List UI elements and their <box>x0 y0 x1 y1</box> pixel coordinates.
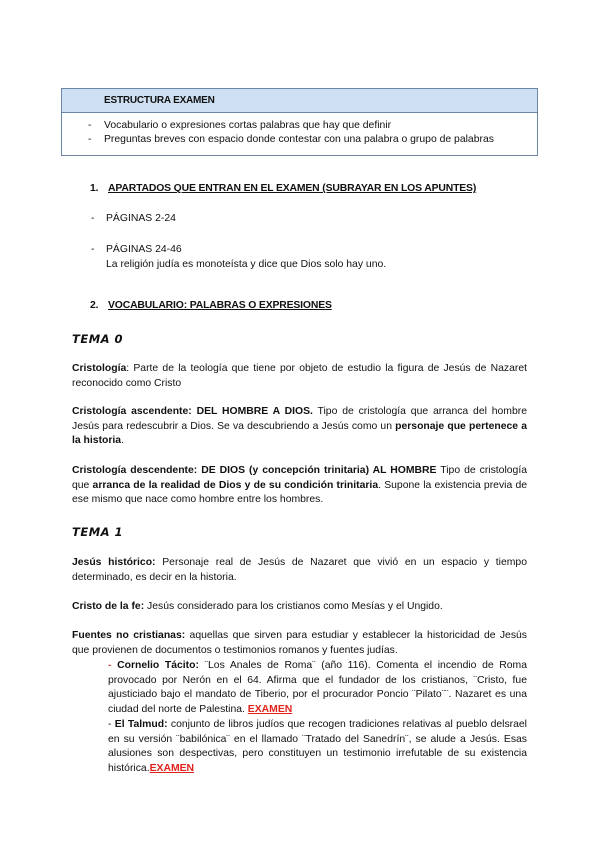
definition-text: : Parte de la teología que tiene por objeto de estudio la figura de Jesús de Nazaret reconocido como Cristo <box>72 363 527 389</box>
term: Cornelio Tácito: <box>111 660 199 671</box>
section-title: VOCABULARIO: PALABRAS O EXPRESIONES <box>108 300 332 311</box>
term: Cristología ascendente: DEL HOMBRE A DIOS. <box>72 406 313 417</box>
exam-structure-title: ESTRUCTURA EXAMEN <box>62 89 537 113</box>
exam-tag: EXAMEN <box>247 703 293 715</box>
bullet-dash: - <box>88 120 92 131</box>
term: Cristo de la fe: <box>72 601 145 612</box>
emphasis-text: arranca de la realidad de Dios y de su condición trinitaria <box>92 479 379 491</box>
pages-item: - PÁGINAS 2-24 <box>91 213 176 224</box>
exam-structure-box <box>61 88 538 156</box>
definition-cristologia <box>72 362 527 391</box>
section-2-heading <box>90 300 332 311</box>
definition-cristologia-ascendente <box>72 405 527 449</box>
exam-structure-item <box>88 133 537 147</box>
term: Cristología descendente: DE DIOS (y concepción trinitaria) AL HOMBRE <box>72 465 437 476</box>
pages-item-text: PÁGINAS 24-46 <box>106 244 182 255</box>
tema-0-heading: TEMA 0 <box>72 332 124 346</box>
definition-text: conjunto de libros judíos que recogen tradiciones relativas al pueblo delsrael en su versión ¨babilónica¨ en el llamado ¨Tratado del Sanedrín¨, se alude a Jesús. Esas alusiones son despectivas, pero constituyen un testimonio irrefutable de su existencia histórica. <box>108 719 527 774</box>
exam-structure-list <box>62 113 537 146</box>
definition-text: Jesús considerado para los cristianos como Mesías y el Ungido. <box>144 601 443 612</box>
definition-jesus-historico <box>72 556 527 585</box>
definition-text: Tipo de cristología que <box>72 465 527 491</box>
definition-text: Personaje real de Jesús de Nazaret que vivió en un espacio y tiempo determinado, es decir en la historia. <box>72 557 527 583</box>
term: Cristología <box>72 363 127 374</box>
emphasis-text: personaje que pertenece a la historia <box>72 420 528 447</box>
bullet-dash: - <box>108 719 112 730</box>
section-1-note: La religión judía es monoteísta y dice que Dios solo hay uno. <box>106 259 387 270</box>
section-1-heading <box>90 183 476 194</box>
pages-item-text: PÁGINAS 2-24 <box>106 213 176 224</box>
term: Jesús histórico: <box>72 557 156 568</box>
definition-text: aquellas que sirven para estudiar y establecer la historicidad de Jesús que provienen de documentos o testimonios romanos y fuentes judías. <box>72 630 527 656</box>
definition-text: ¨Los Anales de Roma¨ (año 116). Comenta el incendio de Roma provocado por Nerón en el 64. Afirma que el fundador de los cristianos, ¨Cristo, fue ajusticiado bajo el mandato de Tiberio, por el procurador Poncio ¨Pilato¨¨. Nazaret es una ciudad del norte de Palestina. <box>108 660 527 715</box>
bullet-dash: - <box>108 660 112 671</box>
definition-fuentes-no-cristianas <box>72 629 527 658</box>
exam-structure-item <box>88 119 537 133</box>
exam-tag: EXAMEN <box>149 762 195 774</box>
section-number: 1. <box>90 183 99 194</box>
bullet-dash: - <box>88 133 92 145</box>
term: El Talmud: <box>111 719 168 730</box>
section-number: 2. <box>90 300 99 311</box>
term: Fuentes no cristianas: <box>72 630 186 641</box>
pages-item: - PÁGINAS 24-46 <box>91 244 182 255</box>
source-cornelio-tacito <box>108 659 527 717</box>
source-el-talmud <box>108 718 527 776</box>
section-title: APARTADOS QUE ENTRAN EN EL EXAMEN (SUBRAYAR EN LOS APUNTES) <box>108 183 477 194</box>
definition-cristo-fe <box>72 600 527 615</box>
definition-cristologia-descendente <box>72 464 527 508</box>
definition-text: Tipo de cristología que arranca del hombre Jesús para redescubrir a Dios. Se va descubriendo a Jesús como un <box>72 406 527 432</box>
definition-text: . <box>121 435 124 447</box>
exam-structure-item-text: Vocabulario o expresiones cortas palabras que hay que definir <box>104 120 392 131</box>
tema-1-heading: TEMA 1 <box>72 525 124 539</box>
exam-structure-item-text: Preguntas breves con espacio donde contestar con una palabra o grupo de palabras <box>104 133 494 145</box>
definition-text: . Supone la existencia previa de ese mismo que nace como hombre entre los hombres. <box>72 479 527 506</box>
